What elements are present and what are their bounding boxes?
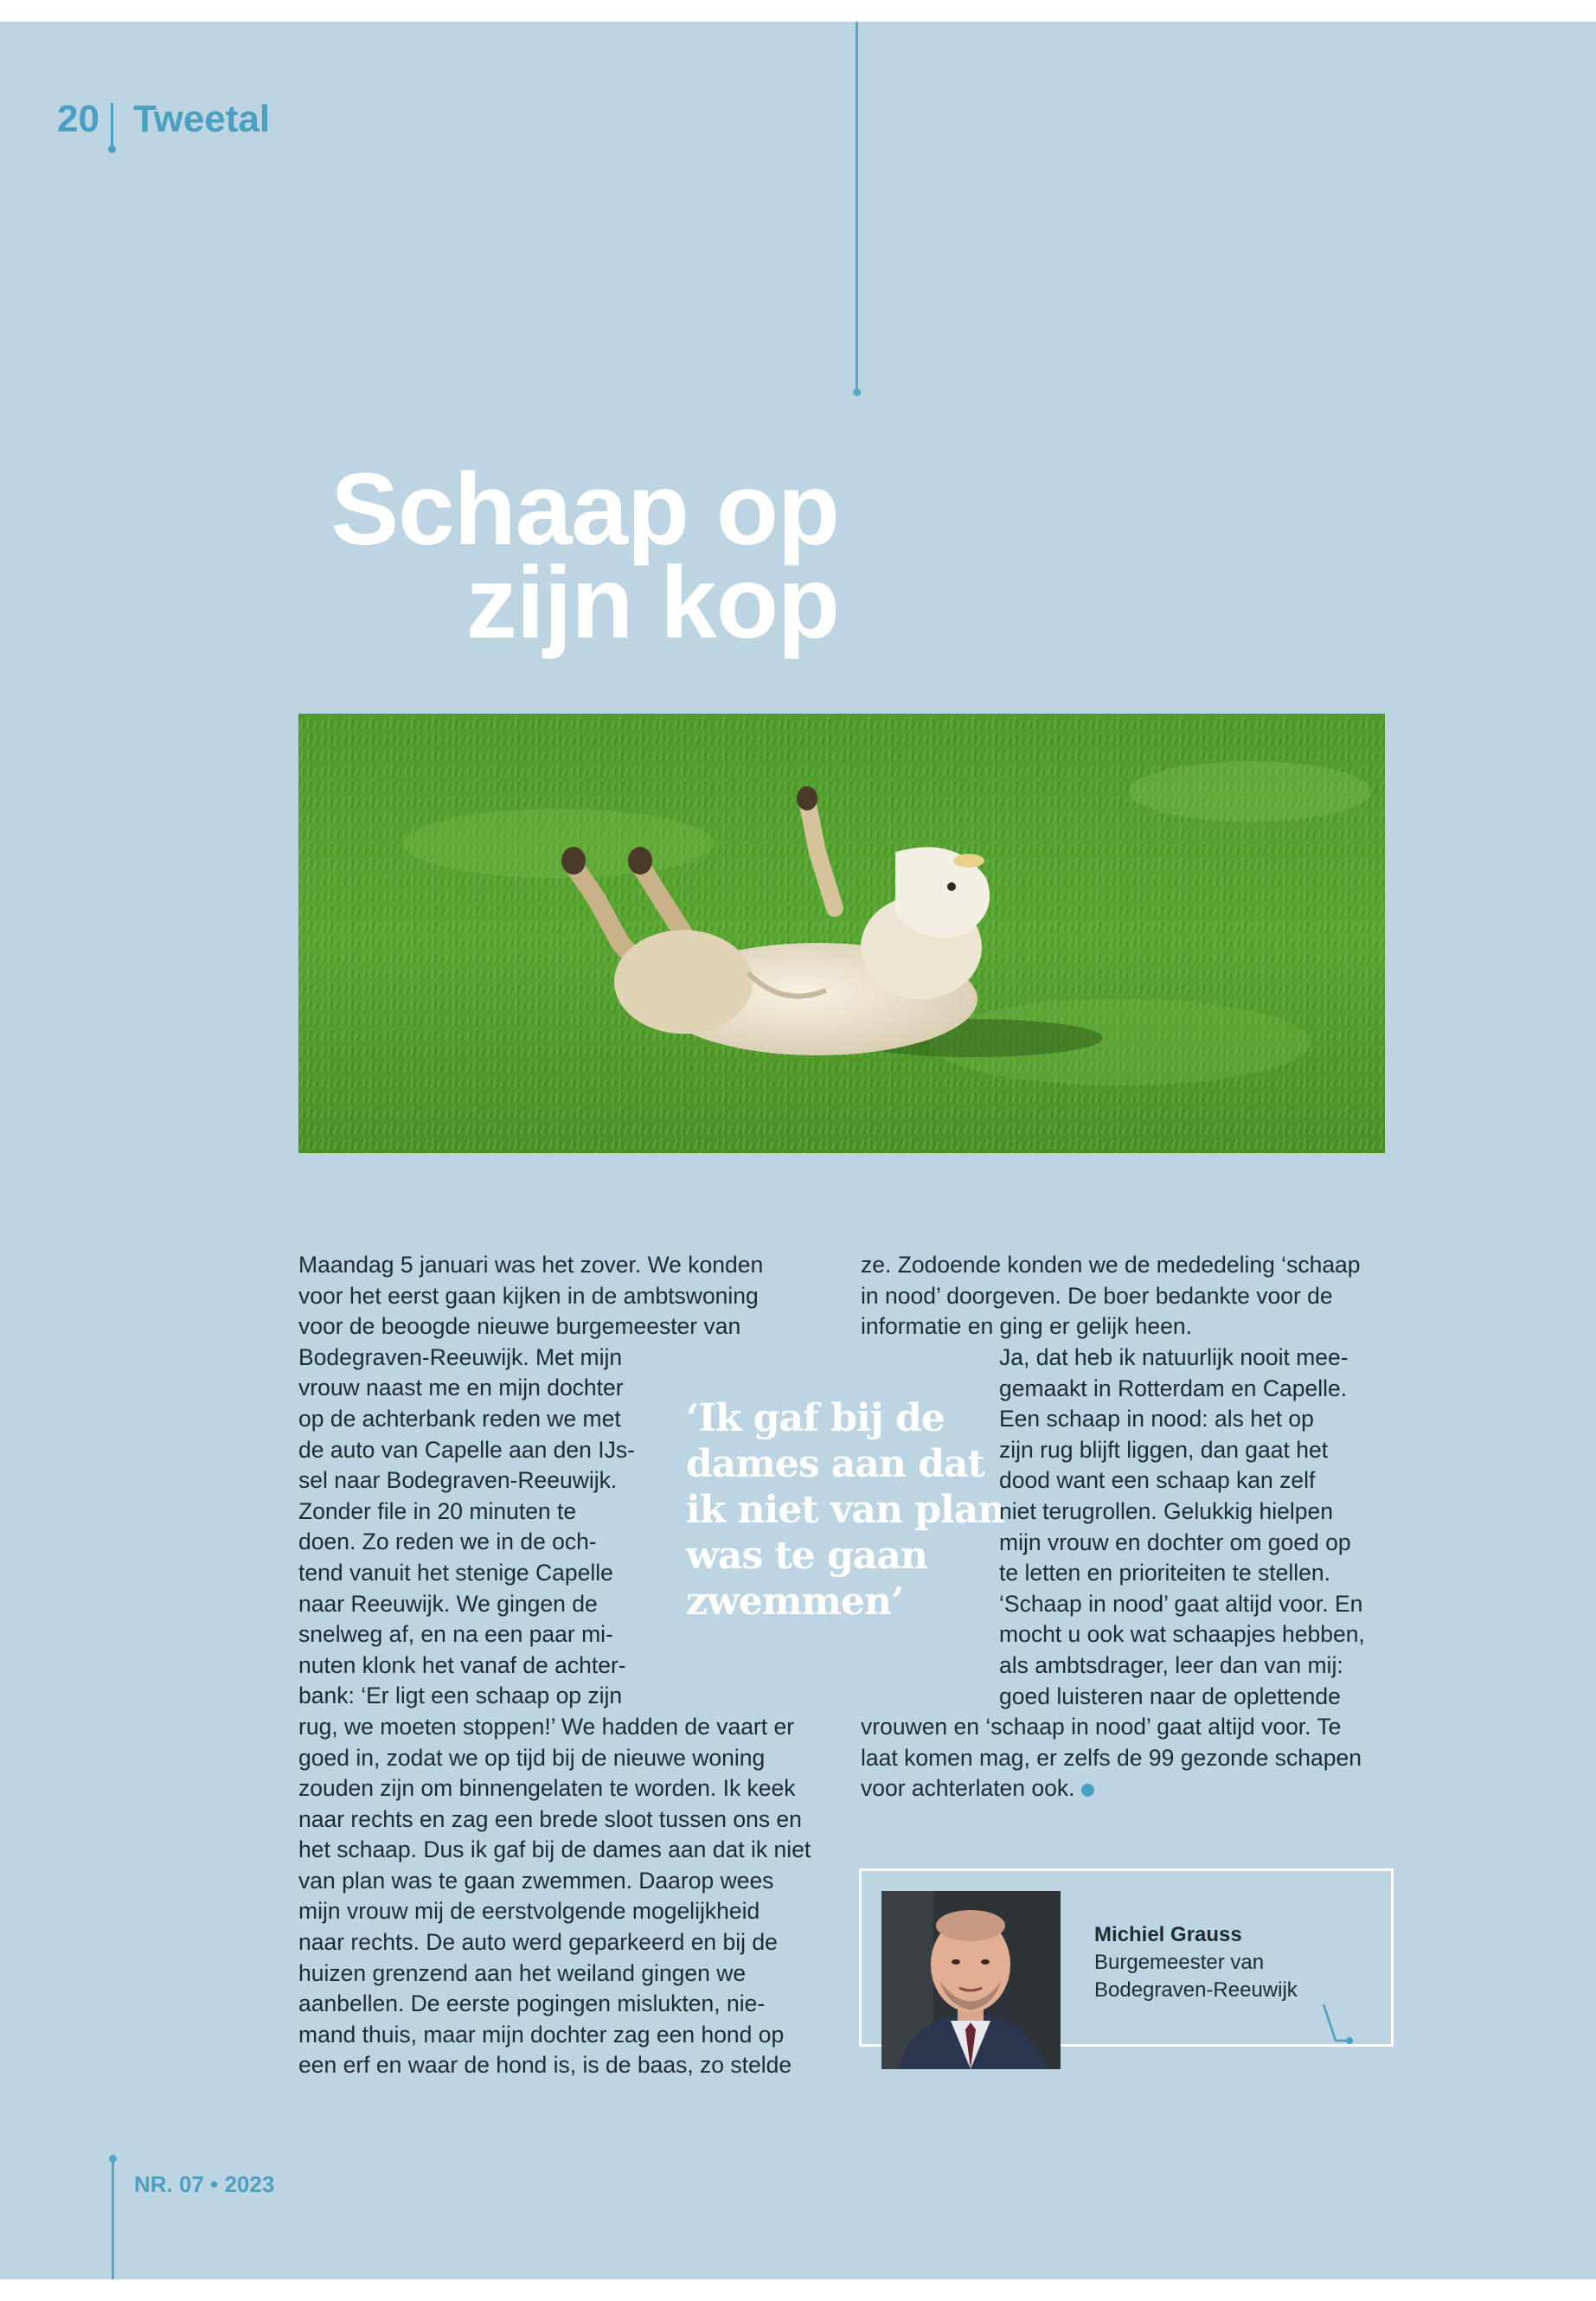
- body-line: zijn rug blijft liggen, dan gaat het: [999, 1436, 1329, 1463]
- body-line: Zonder file in 20 minuten te: [298, 1497, 577, 1524]
- body-line: mijn vrouw mij de eerstvolgende mogelijkheid: [298, 1898, 760, 1925]
- sheep-illustration: [298, 714, 1385, 1153]
- section-title: Tweetal: [133, 98, 271, 140]
- body-line: te letten en prioriteiten te stellen.: [999, 1560, 1331, 1586]
- body-line: het schaap. Dus ik gaf bij de dames aan dat ik niet: [298, 1836, 811, 1863]
- author-name: Michiel Grauss: [1094, 1923, 1242, 1946]
- quote-line: dames aan dat: [686, 1442, 984, 1486]
- body-line: voor de beoogde nieuwe burgemeester van: [298, 1313, 741, 1340]
- body-line: mand thuis, maar mijn dochter zag een hond op: [298, 2021, 785, 2048]
- title-line-2: zijn kop: [465, 546, 839, 660]
- quote-line: was te gaan: [686, 1534, 927, 1578]
- body-line: informatie en ging er gelijk heen.: [861, 1313, 1193, 1340]
- article-title: [285, 452, 839, 660]
- body-line: dood want een schaap kan zelf: [999, 1467, 1316, 1494]
- body-line: Bodegraven-Reeuwijk. Met mijn: [298, 1343, 623, 1370]
- body-line: vrouw naast me en mijn dochter: [298, 1375, 624, 1401]
- footer-line: [112, 2158, 114, 2279]
- magazine-page: [0, 22, 1596, 2279]
- author-role: Burgemeester van: [1094, 1951, 1265, 1974]
- body-line: ‘Schaap in nood’ gaat altijd voor. En: [999, 1590, 1363, 1617]
- footer-line-dot: [109, 2155, 117, 2163]
- body-line: naar rechts. De auto werd geparkeerd en bij de: [298, 1929, 778, 1956]
- quote-line: ik niet van plan: [686, 1488, 1005, 1532]
- body-line: goed luisteren naar de oplettende: [999, 1682, 1341, 1709]
- body-line: bank: ‘Er ligt een schaap op zijn: [298, 1682, 623, 1709]
- quote-line: zwemmen’: [686, 1580, 904, 1624]
- body-line: goed in, zodat we op tijd bij de nieuwe woning: [298, 1744, 766, 1771]
- body-line: snelweg af, en na een paar mi-: [298, 1621, 613, 1648]
- body-line: sel naar Bodegraven-Reeuwijk.: [298, 1467, 618, 1494]
- top-divider-dot: [853, 388, 861, 396]
- body-line: mijn vrouw en dochter om goed op: [999, 1529, 1351, 1555]
- body-line: doen. Zo reden we in de och-: [298, 1529, 597, 1555]
- body-line: niet terugrollen. Gelukkig hielpen: [999, 1497, 1333, 1524]
- body-line: gemaakt in Rotterdam en Capelle.: [999, 1375, 1348, 1401]
- body-line: laat komen mag, er zelfs de 99 gezonde schapen: [861, 1744, 1362, 1771]
- author-portrait: [881, 1891, 1061, 2069]
- author-box: [859, 1868, 1394, 2047]
- corner-mark-icon: [1320, 2001, 1355, 2053]
- body-line: zouden zijn om binnengelaten te worden. Ik keek: [298, 1775, 796, 1802]
- body-line: van plan was te gaan zwemmen. Daarop wees: [298, 1867, 774, 1894]
- body-line: een erf en waar de hond is, is de baas, zo stelde: [298, 2052, 792, 2079]
- body-line: de auto van Capelle aan den IJs-: [298, 1436, 635, 1463]
- body-line: tend vanuit het stenige Capelle: [298, 1559, 613, 1586]
- body-line: rug, we moeten stoppen!’ We hadden de vaart er: [298, 1713, 795, 1740]
- quote-line: ‘Ik gaf bij de: [686, 1396, 945, 1440]
- body-line: als ambtsdrager, leer dan van mij:: [999, 1651, 1343, 1678]
- body-line: huizen grenzend aan het weiland gingen we: [298, 1959, 747, 1986]
- body-column-1: [298, 1250, 811, 2081]
- end-mark-dot: [1081, 1784, 1094, 1797]
- body-line: Een schaap in nood: als het op: [999, 1406, 1314, 1433]
- issue-number: NR. 07 • 2023: [134, 2171, 275, 2197]
- body-line: in nood’ doorgeven. De boer bedankte voor de: [861, 1282, 1333, 1309]
- body-column-2-top: [861, 1250, 1361, 1343]
- title-line-1: Schaap op: [330, 452, 839, 567]
- body-line-text: voor achterlaten ook.: [861, 1775, 1075, 1802]
- body-line: ze. Zodoende konden we de mededeling ‘schaap: [861, 1252, 1361, 1278]
- body-line: naar Reeuwijk. We gingen de: [298, 1590, 598, 1617]
- body-line: aanbellen. De eerste pogingen mislukten, nie-: [298, 1990, 766, 2017]
- body-line-last: [861, 1773, 1362, 1804]
- sheep-photo: [298, 714, 1385, 1153]
- body-line: voor het eerst gaan kijken in de ambtswoning: [298, 1282, 759, 1309]
- pull-quote: [686, 1395, 1004, 1625]
- author-municipality: Bodegraven-Reeuwijk: [1094, 1978, 1298, 2002]
- body-line: op de achterbank reden we met: [298, 1405, 621, 1432]
- body-line: Maandag 5 januari was het zover. We konden: [298, 1252, 764, 1278]
- page-number: 20: [57, 98, 99, 140]
- body-line: naar rechts en zag een brede sloot tussen ons en: [298, 1805, 802, 1832]
- body-line: Ja, dat heb ik natuurlijk nooit mee-: [999, 1344, 1349, 1370]
- body-line: vrouwen en ‘schaap in nood’ gaat altijd voor. Te: [861, 1714, 1342, 1740]
- header-separator-dot: [108, 145, 116, 153]
- body-column-2-indented: [999, 1343, 1365, 1712]
- top-divider-line: [856, 22, 858, 392]
- portrait-illustration: [881, 1891, 1061, 2069]
- body-column-2-bottom: [861, 1712, 1362, 1804]
- body-line: mocht u ook wat schaapjes hebben,: [999, 1621, 1365, 1648]
- header-separator: [111, 103, 113, 150]
- body-line: nuten klonk het vanaf de achter-: [298, 1651, 626, 1678]
